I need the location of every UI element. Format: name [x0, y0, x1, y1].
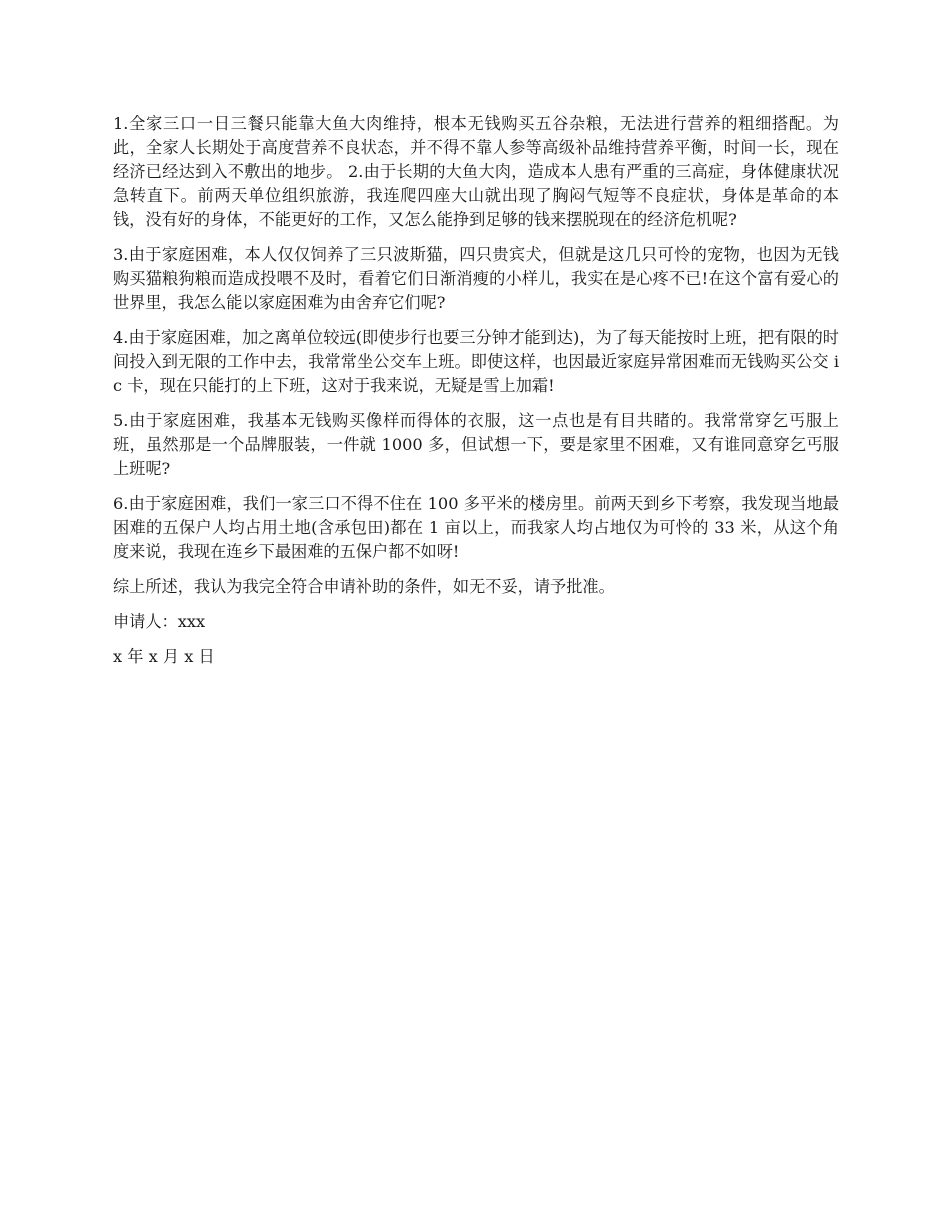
- paragraph-2: 3.由于家庭困难，本人仅仅饲养了三只波斯猫，四只贵宾犬，但就是这几只可怜的宠物，也因为无钱购买猫粮狗粮而造成投喂不及时，看着它们日渐消瘦的小样儿，我实在是心疼不已!在这个富有爱心的世界里，我怎么能以家庭困难为由舍弃它们呢?: [113, 245, 839, 312]
- conclusion-paragraph: 综上所述，我认为我完全符合申请补助的条件，如无不妥，请予批准。: [113, 577, 615, 596]
- paragraph-5: 6.由于家庭困难，我们一家三口不得不住在 100 多平米的楼房里。前两天到乡下考察，我发现当地最困难的五保户人均占用土地(含承包田)都在 1 亩以上，而我家人均占地仅为可怜的 33 米，从这个角度来说，我现在连乡下最困难的五保户都不如呀!: [113, 494, 839, 561]
- document-body: [113, 112, 839, 680]
- applicant-line: 申请人：xxx: [113, 612, 206, 631]
- date-line: x 年 x 月 x 日: [113, 647, 215, 666]
- paragraph-3: 4.由于家庭困难，加之离单位较远(即使步行也要三分钟才能到达)，为了每天能按时上班，把有限的时间投入到无限的工作中去，我常常坐公交车上班。即使这样，也因最近家庭异常困难而无钱购买公交 ic 卡，现在只能打的上下班，这对于我来说，无疑是雪上加霜!: [113, 328, 839, 395]
- paragraph-1: 1.全家三口一日三餐只能靠大鱼大肉维持，根本无钱购买五谷杂粮，无法进行营养的粗细搭配。为此，全家人长期处于高度营养不良状态，并不得不靠人参等高级补品维持营养平衡，时间一长，现在经济已经达到入不敷出的地步。 2.由于长期的大鱼大肉，造成本人患有严重的三高症，身体健康状况急转直下。前两天单位组织旅游，我连爬四座大山就出现了胸闷气短等不良症状，身体是革命的本钱，没有好的身体，不能更好的工作，又怎么能挣到足够的钱来摆脱现在的经济危机呢?: [113, 114, 839, 229]
- paragraph-4: 5.由于家庭困难，我基本无钱购买像样而得体的衣服，这一点也是有目共睹的。我常常穿乞丐服上班，虽然那是一个品牌服装，一件就 1000 多，但试想一下，要是家里不困难，又有谁同意穿乞丐服上班呢?: [113, 411, 839, 478]
